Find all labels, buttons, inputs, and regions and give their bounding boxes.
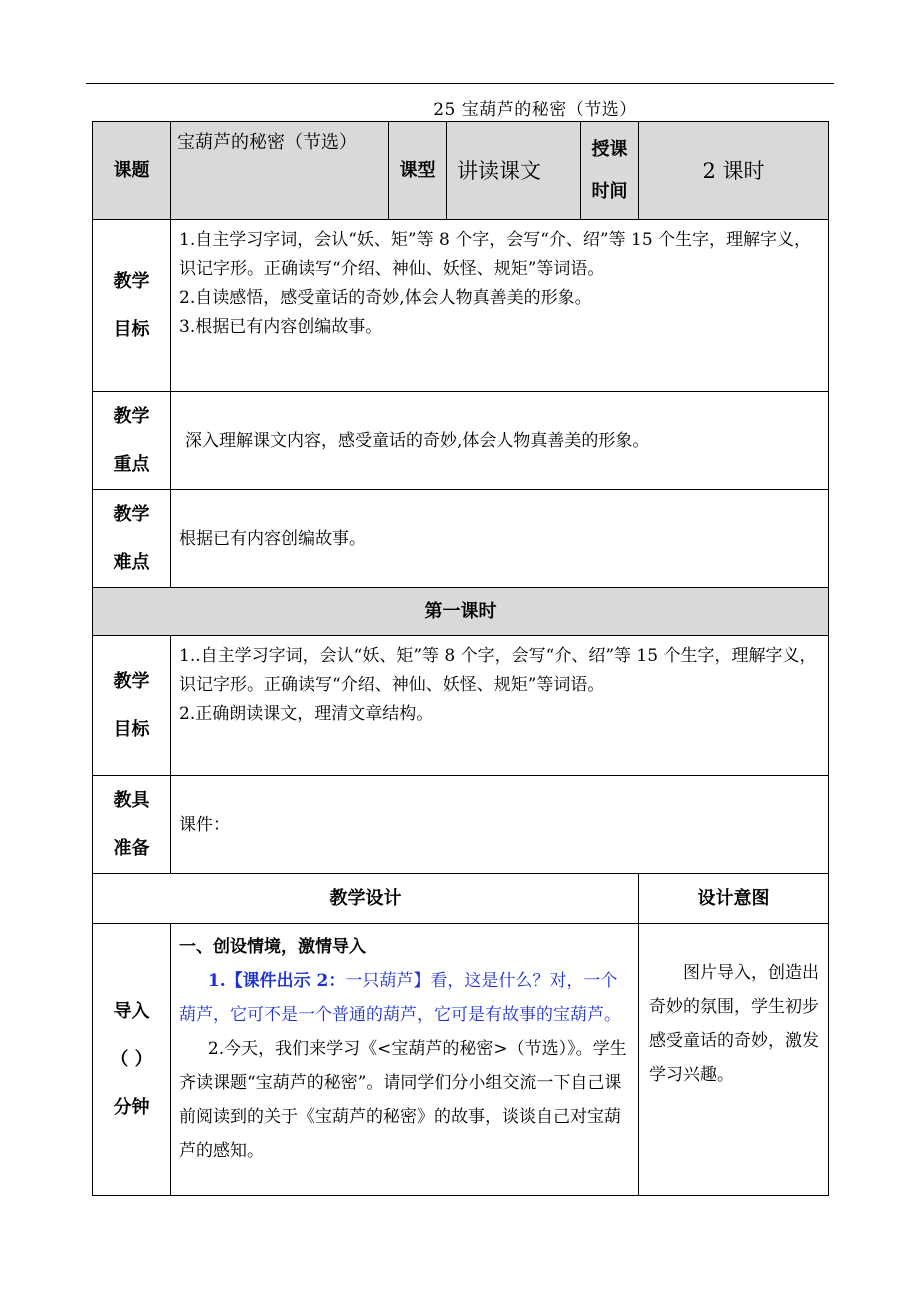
goal-line: 2.自读感悟，感受童话的奇妙,体会人物真善美的形象。 (179, 288, 592, 308)
lesson1-goal-line: 2.正确朗读课文，理清文章结构。 (179, 704, 434, 724)
lesson1-goals-label-line1: 教学 (113, 670, 150, 692)
key-points-label-line2: 重点 (113, 453, 150, 475)
difficulties-label-line2: 难点 (113, 551, 150, 573)
intro-paragraph-1 (179, 964, 634, 1032)
lesson1-heading: 第一课时 (93, 588, 829, 636)
goals-content (171, 220, 829, 392)
difficulties-label-line1: 教学 (113, 503, 150, 525)
intro-intent: 图片导入，创造出奇妙的氛围，学生初步感受童话的奇妙，激发学习兴趣。 (639, 924, 829, 1196)
lesson1-goals-content (171, 636, 829, 776)
goals-label-line2: 目标 (113, 318, 150, 340)
document-title: 25 宝葫芦的秘密（节选） (433, 100, 637, 120)
difficulties-content: 根据已有内容创编故事。 (171, 490, 829, 588)
goals-label (93, 220, 171, 392)
tools-label-line1: 教具 (113, 789, 150, 811)
lesson-plan-table (92, 121, 829, 1196)
header-rule (86, 83, 834, 84)
tools-label-line2: 准备 (113, 837, 150, 859)
lesson1-goal-line: 1..自主学习字词，会认“妖、矩”等 8 个字，会写“介、绍”等 15 个生字，理解字义，识记字形。正确读写“介绍、神仙、妖怪、规矩”等词语。 (179, 646, 817, 695)
intro-p1-bold: 1.【课件出示 2： (207, 971, 346, 991)
goal-line: 1.自主学习字词，会认“妖、矩”等 8 个字，会写“介、绍”等 15 个生字，理解字义，识记字形。正确读写“介绍、神仙、妖怪、规矩”等词语。 (179, 230, 812, 279)
intro-label (93, 924, 171, 1196)
time-label (581, 122, 639, 220)
goal-line: 3.根据已有内容创编故事。 (179, 317, 383, 337)
design-column-header: 教学设计 (93, 874, 639, 924)
intro-section-title: 一、创设情境，激情导入 (179, 937, 366, 957)
time-label-line2: 时间 (591, 180, 628, 202)
type-value: 讲读课文 (447, 122, 581, 220)
lesson1-goals-label (93, 636, 171, 776)
time-value: 2 课时 (639, 122, 829, 220)
goals-label-line1: 教学 (113, 270, 150, 292)
type-label: 课型 (389, 122, 447, 220)
intro-label-line3: 分钟 (113, 1096, 150, 1118)
intro-label-line1: 导入 (113, 1000, 150, 1022)
intro-p1-rest: 一只葫芦】看，这是什么？对，一个葫芦，它可不是一个普通的葫芦，它可是有故事的宝葫芦。 (179, 971, 621, 1025)
time-label-line1: 授课 (591, 138, 628, 160)
tools-content: 课件： (171, 776, 829, 874)
tools-label (93, 776, 171, 874)
intro-content (171, 924, 639, 1196)
key-points-label (93, 392, 171, 490)
intro-paragraph-2: 2.今天，我们来学习《<宝葫芦的秘密>（节选）》。学生齐读课题“宝葫芦的秘密”。请同学们分小组交流一下自己课前阅读到的关于《宝葫芦的秘密》的故事，谈谈自己对宝葫芦的感知。 (179, 1039, 627, 1161)
intro-label-line2: （ ） (110, 1048, 153, 1070)
topic-value: 宝葫芦的秘密（节选） (171, 122, 389, 220)
topic-label: 课题 (93, 122, 171, 220)
key-points-label-line1: 教学 (113, 405, 150, 427)
intent-column-header: 设计意图 (639, 874, 829, 924)
lesson1-goals-label-line2: 目标 (113, 718, 150, 740)
difficulties-label (93, 490, 171, 588)
key-points-content: 深入理解课文内容，感受童话的奇妙,体会人物真善美的形象。 (171, 392, 829, 490)
